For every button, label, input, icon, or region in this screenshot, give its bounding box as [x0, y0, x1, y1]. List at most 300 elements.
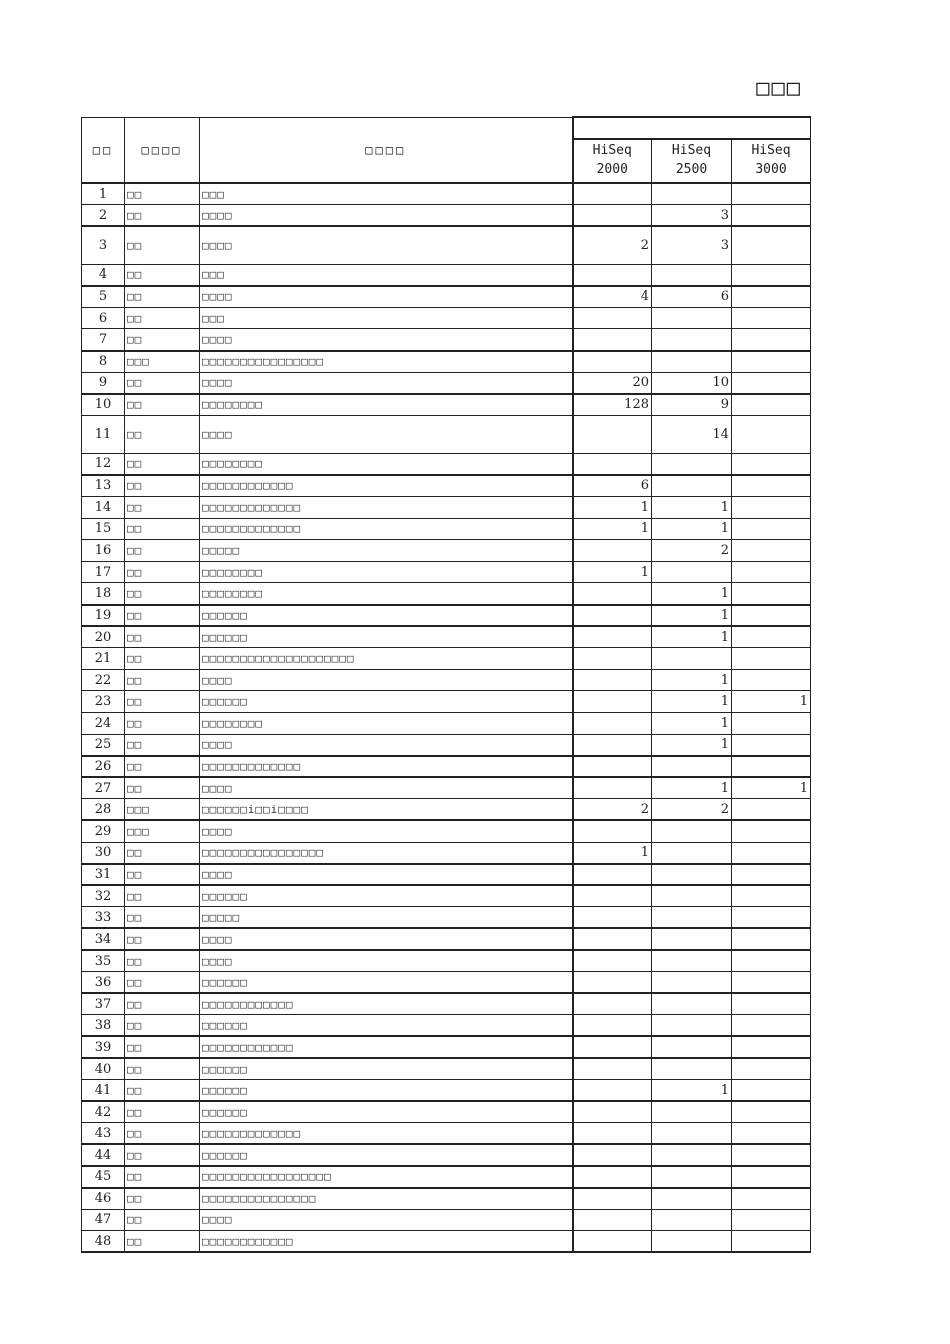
row-category: □□ [125, 264, 200, 286]
row-value-model-1 [573, 885, 652, 907]
row-value-model-2 [652, 842, 732, 864]
row-name: □□□□ [200, 734, 573, 756]
row-value-model-3 [732, 993, 811, 1015]
table-row [82, 1144, 811, 1166]
row-category: □□□ [125, 351, 200, 373]
row-name: □□□ [200, 264, 573, 286]
row-value-model-2: 1 [652, 518, 732, 540]
row-name: □□□□ [200, 777, 573, 799]
row-value-model-1 [573, 183, 652, 205]
row-number: 26 [82, 756, 125, 778]
row-category: □□ [125, 734, 200, 756]
table-row [82, 329, 811, 351]
row-number: 24 [82, 712, 125, 734]
row-name: □□□□□□ [200, 626, 573, 648]
row-category: □□ [125, 842, 200, 864]
row-number: 29 [82, 820, 125, 842]
row-category: □□ [125, 605, 200, 627]
header-model-group [573, 117, 811, 139]
table-row [82, 820, 811, 842]
header-name: □□□□ [200, 117, 573, 183]
table-row [82, 1058, 811, 1080]
row-name: □□□□ [200, 950, 573, 972]
table-row [82, 799, 811, 821]
row-number: 47 [82, 1209, 125, 1231]
row-value-model-1 [573, 605, 652, 627]
row-category: □□ [125, 972, 200, 994]
header-model-2: HiSeq 2500 [652, 139, 732, 183]
row-value-model-3 [732, 1188, 811, 1210]
row-value-model-3 [732, 540, 811, 562]
row-value-model-3 [732, 264, 811, 286]
row-value-model-2 [652, 928, 732, 950]
row-number: 30 [82, 842, 125, 864]
row-number: 40 [82, 1058, 125, 1080]
row-category: □□ [125, 928, 200, 950]
row-name: □□□□ [200, 329, 573, 351]
row-value-model-2 [652, 1123, 732, 1145]
row-number: 42 [82, 1101, 125, 1123]
row-number: 41 [82, 1080, 125, 1102]
row-value-model-3 [732, 950, 811, 972]
row-category: □□ [125, 183, 200, 205]
table-row [82, 1101, 811, 1123]
row-value-model-3 [732, 183, 811, 205]
row-value-model-3 [732, 372, 811, 394]
row-value-model-3 [732, 518, 811, 540]
header-no: □□ [82, 117, 125, 183]
row-value-model-3 [732, 453, 811, 475]
row-value-model-2: 3 [652, 205, 732, 227]
row-value-model-1 [573, 820, 652, 842]
row-value-model-2: 2 [652, 799, 732, 821]
row-value-model-2: 1 [652, 1080, 732, 1102]
row-name: □□□□ [200, 286, 573, 308]
row-value-model-3 [732, 820, 811, 842]
row-value-model-3 [732, 415, 811, 453]
table-row [82, 226, 811, 264]
row-value-model-2 [652, 183, 732, 205]
row-value-model-1 [573, 1101, 652, 1123]
row-value-model-1 [573, 1058, 652, 1080]
table-row [82, 864, 811, 886]
row-category: □□ [125, 497, 200, 519]
row-name: □□□□□□□□□□□□□□□ [200, 1188, 573, 1210]
table-row [82, 605, 811, 627]
row-value-model-3 [732, 1209, 811, 1231]
row-category: □□ [125, 205, 200, 227]
row-value-model-3 [732, 561, 811, 583]
row-value-model-3: 1 [732, 777, 811, 799]
row-value-model-3 [732, 1080, 811, 1102]
table-row [82, 307, 811, 329]
row-category: □□ [125, 626, 200, 648]
table-row [82, 972, 811, 994]
row-value-model-1 [573, 540, 652, 562]
row-value-model-3 [732, 351, 811, 373]
row-name: □□□□ [200, 415, 573, 453]
row-number: 37 [82, 993, 125, 1015]
row-value-model-1 [573, 1166, 652, 1188]
row-value-model-2 [652, 950, 732, 972]
row-value-model-3 [732, 972, 811, 994]
table-row [82, 1166, 811, 1188]
row-value-model-2: 14 [652, 415, 732, 453]
row-number: 23 [82, 691, 125, 713]
table-row [82, 518, 811, 540]
row-value-model-1: 20 [573, 372, 652, 394]
row-value-model-1 [573, 928, 652, 950]
row-value-model-3 [732, 1058, 811, 1080]
row-number: 20 [82, 626, 125, 648]
row-value-model-1 [573, 993, 652, 1015]
row-value-model-3 [732, 1015, 811, 1037]
row-value-model-1: 1 [573, 497, 652, 519]
row-value-model-2 [652, 1101, 732, 1123]
row-name: □□□□ [200, 372, 573, 394]
row-value-model-3 [732, 864, 811, 886]
row-value-model-2: 6 [652, 286, 732, 308]
sequencer-table [81, 116, 811, 1253]
row-number: 18 [82, 583, 125, 605]
row-value-model-1 [573, 264, 652, 286]
row-value-model-2 [652, 1188, 732, 1210]
row-value-model-3 [732, 928, 811, 950]
row-number: 22 [82, 669, 125, 691]
row-category: □□ [125, 475, 200, 497]
row-value-model-3 [732, 226, 811, 264]
row-category: □□ [125, 1101, 200, 1123]
row-value-model-1 [573, 351, 652, 373]
row-name: □□□□□□ [200, 972, 573, 994]
table-row [82, 626, 811, 648]
row-value-model-2 [652, 1036, 732, 1058]
row-value-model-2 [652, 756, 732, 778]
row-number: 27 [82, 777, 125, 799]
row-number: 13 [82, 475, 125, 497]
table-row [82, 561, 811, 583]
row-name: □□□□□□□□□□□□ [200, 475, 573, 497]
row-value-model-1: 2 [573, 226, 652, 264]
table-row [82, 394, 811, 416]
row-category: □□ [125, 394, 200, 416]
row-value-model-1 [573, 1080, 652, 1102]
row-number: 9 [82, 372, 125, 394]
row-value-model-1: 128 [573, 394, 652, 416]
row-name: □□□□□□ [200, 1144, 573, 1166]
row-value-model-1 [573, 1015, 652, 1037]
row-number: 15 [82, 518, 125, 540]
header-model-3: HiSeq 3000 [732, 139, 811, 183]
row-category: □□ [125, 540, 200, 562]
row-value-model-3 [732, 712, 811, 734]
table-row [82, 497, 811, 519]
table-row [82, 1231, 811, 1253]
row-value-model-1 [573, 777, 652, 799]
row-name: □□□□□□□□□□□□□□□□□□□□ [200, 648, 573, 670]
row-name: □□□□□□ [200, 1015, 573, 1037]
row-value-model-1 [573, 415, 652, 453]
row-value-model-2: 3 [652, 226, 732, 264]
row-number: 21 [82, 648, 125, 670]
row-value-model-1 [573, 950, 652, 972]
row-name: □□□□□□□□□□□□ [200, 1231, 573, 1253]
row-name: □□□□ [200, 669, 573, 691]
row-category: □□ [125, 648, 200, 670]
table-row [82, 1036, 811, 1058]
row-value-model-3 [732, 583, 811, 605]
table-row [82, 372, 811, 394]
row-value-model-2 [652, 993, 732, 1015]
row-category: □□ [125, 864, 200, 886]
row-value-model-2: 1 [652, 626, 732, 648]
row-value-model-2: 1 [652, 669, 732, 691]
row-name: □□□□ [200, 864, 573, 886]
row-value-model-1 [573, 1209, 652, 1231]
row-category: □□ [125, 372, 200, 394]
row-value-model-1 [573, 756, 652, 778]
row-value-model-1 [573, 1231, 652, 1253]
row-value-model-1 [573, 1123, 652, 1145]
table-row [82, 183, 811, 205]
row-number: 33 [82, 907, 125, 929]
row-value-model-2: 9 [652, 394, 732, 416]
row-value-model-3 [732, 1231, 811, 1253]
row-name: □□□ [200, 183, 573, 205]
row-number: 28 [82, 799, 125, 821]
row-name: □□□□□□ [200, 605, 573, 627]
row-name: □□□□□□ [200, 1058, 573, 1080]
row-category: □□ [125, 1231, 200, 1253]
row-number: 6 [82, 307, 125, 329]
row-number: 39 [82, 1036, 125, 1058]
row-number: 31 [82, 864, 125, 886]
row-name: □□□□□□□□□□□□□□□□□ [200, 1166, 573, 1188]
row-number: 45 [82, 1166, 125, 1188]
row-category: □□□ [125, 799, 200, 821]
row-value-model-1 [573, 583, 652, 605]
row-value-model-2: 1 [652, 734, 732, 756]
row-name: □□□□□□□□ [200, 712, 573, 734]
row-value-model-3 [732, 626, 811, 648]
row-number: 48 [82, 1231, 125, 1253]
row-value-model-3 [732, 1144, 811, 1166]
table-row [82, 648, 811, 670]
row-value-model-1 [573, 669, 652, 691]
row-value-model-3 [732, 799, 811, 821]
row-value-model-2 [652, 264, 732, 286]
row-value-model-3 [732, 1101, 811, 1123]
table-row [82, 540, 811, 562]
row-value-model-1 [573, 691, 652, 713]
table-row [82, 734, 811, 756]
table-row [82, 928, 811, 950]
row-category: □□ [125, 1015, 200, 1037]
table-row [82, 286, 811, 308]
row-value-model-3 [732, 1166, 811, 1188]
row-category: □□ [125, 1036, 200, 1058]
row-value-model-1: 1 [573, 842, 652, 864]
row-category: □□ [125, 453, 200, 475]
row-value-model-3 [732, 1036, 811, 1058]
row-value-model-3 [732, 605, 811, 627]
row-name: □□□□□□□□□□□□ [200, 993, 573, 1015]
row-number: 16 [82, 540, 125, 562]
row-name: □□□□□□□□ [200, 394, 573, 416]
table-row [82, 1080, 811, 1102]
row-category: □□ [125, 1058, 200, 1080]
row-category: □□ [125, 329, 200, 351]
row-value-model-3 [732, 329, 811, 351]
row-category: □□ [125, 518, 200, 540]
row-value-model-2 [652, 972, 732, 994]
row-value-model-3 [732, 734, 811, 756]
row-number: 35 [82, 950, 125, 972]
table-row [82, 415, 811, 453]
row-name: □□□□ [200, 820, 573, 842]
row-category: □□ [125, 561, 200, 583]
row-category: □□ [125, 993, 200, 1015]
row-category: □□ [125, 1080, 200, 1102]
row-value-model-1 [573, 307, 652, 329]
row-category: □□ [125, 286, 200, 308]
row-value-model-1 [573, 453, 652, 475]
row-value-model-2: 1 [652, 777, 732, 799]
row-value-model-3 [732, 394, 811, 416]
row-value-model-2 [652, 307, 732, 329]
table-row [82, 885, 811, 907]
row-value-model-2: 1 [652, 691, 732, 713]
row-name: □□□□ [200, 205, 573, 227]
row-category: □□ [125, 415, 200, 453]
row-value-model-2 [652, 1015, 732, 1037]
table-row [82, 907, 811, 929]
row-name: □□□□ [200, 226, 573, 264]
row-number: 4 [82, 264, 125, 286]
row-value-model-3 [732, 475, 811, 497]
row-name: □□□□□□□□ [200, 583, 573, 605]
row-value-model-1 [573, 648, 652, 670]
table-row [82, 993, 811, 1015]
row-name: □□□□□□ [200, 1101, 573, 1123]
row-name: □□□□□□ [200, 691, 573, 713]
row-name: □□□□□ [200, 907, 573, 929]
row-name: □□□□□□ [200, 1080, 573, 1102]
row-number: 11 [82, 415, 125, 453]
row-value-model-1 [573, 626, 652, 648]
table-row [82, 1188, 811, 1210]
row-value-model-3 [732, 497, 811, 519]
row-value-model-3 [732, 307, 811, 329]
row-value-model-3 [732, 648, 811, 670]
row-value-model-2 [652, 1166, 732, 1188]
row-value-model-2 [652, 1231, 732, 1253]
row-number: 12 [82, 453, 125, 475]
table-row [82, 950, 811, 972]
row-number: 8 [82, 351, 125, 373]
row-value-model-1 [573, 1144, 652, 1166]
row-value-model-1: 4 [573, 286, 652, 308]
row-value-model-2 [652, 561, 732, 583]
row-value-model-1 [573, 972, 652, 994]
row-value-model-2 [652, 475, 732, 497]
row-name: □□□□□□i□□i□□□□ [200, 799, 573, 821]
row-value-model-2 [652, 1058, 732, 1080]
row-value-model-3 [732, 842, 811, 864]
row-value-model-2: 2 [652, 540, 732, 562]
row-number: 19 [82, 605, 125, 627]
row-category: □□ [125, 1209, 200, 1231]
row-value-model-3 [732, 205, 811, 227]
row-name: □□□□□□□□□□□□ [200, 1036, 573, 1058]
table-row [82, 777, 811, 799]
row-name: □□□□□□□□□□□□□ [200, 1123, 573, 1145]
table-header [82, 117, 811, 183]
table-row [82, 475, 811, 497]
row-value-model-2 [652, 648, 732, 670]
row-value-model-3 [732, 286, 811, 308]
row-name: □□□□□□□□□□□□□ [200, 756, 573, 778]
row-category: □□ [125, 691, 200, 713]
row-name: □□□□□□□□ [200, 453, 573, 475]
row-category: □□ [125, 1166, 200, 1188]
row-value-model-2 [652, 820, 732, 842]
row-value-model-2 [652, 864, 732, 886]
row-category: □□ [125, 885, 200, 907]
row-value-model-1: 2 [573, 799, 652, 821]
row-category: □□ [125, 1123, 200, 1145]
row-number: 44 [82, 1144, 125, 1166]
row-value-model-1 [573, 1188, 652, 1210]
row-value-model-2: 1 [652, 583, 732, 605]
row-name: □□□□□□□□□□□□□ [200, 497, 573, 519]
row-number: 10 [82, 394, 125, 416]
row-number: 17 [82, 561, 125, 583]
row-category: □□ [125, 777, 200, 799]
header-model-1: HiSeq 2000 [573, 139, 652, 183]
table-row [82, 669, 811, 691]
row-value-model-3 [732, 885, 811, 907]
row-value-model-1 [573, 734, 652, 756]
table-body [82, 183, 811, 1252]
row-name: □□□□□□□□□□□□□□□□ [200, 842, 573, 864]
row-category: □□ [125, 226, 200, 264]
table-row [82, 691, 811, 713]
row-value-model-2 [652, 453, 732, 475]
row-value-model-3 [732, 1123, 811, 1145]
table-row [82, 1015, 811, 1037]
row-value-model-2 [652, 885, 732, 907]
row-category: □□ [125, 712, 200, 734]
table-row [82, 351, 811, 373]
row-name: □□□ [200, 307, 573, 329]
table-row [82, 264, 811, 286]
row-name: □□□□ [200, 1209, 573, 1231]
page-title: □□□ [756, 76, 802, 101]
row-category: □□ [125, 907, 200, 929]
row-category: □□ [125, 669, 200, 691]
row-value-model-2 [652, 351, 732, 373]
row-value-model-2 [652, 1209, 732, 1231]
row-category: □□ [125, 307, 200, 329]
row-number: 46 [82, 1188, 125, 1210]
row-number: 36 [82, 972, 125, 994]
row-value-model-1 [573, 907, 652, 929]
row-number: 2 [82, 205, 125, 227]
row-number: 3 [82, 226, 125, 264]
row-name: □□□□□□ [200, 885, 573, 907]
row-value-model-2: 1 [652, 712, 732, 734]
